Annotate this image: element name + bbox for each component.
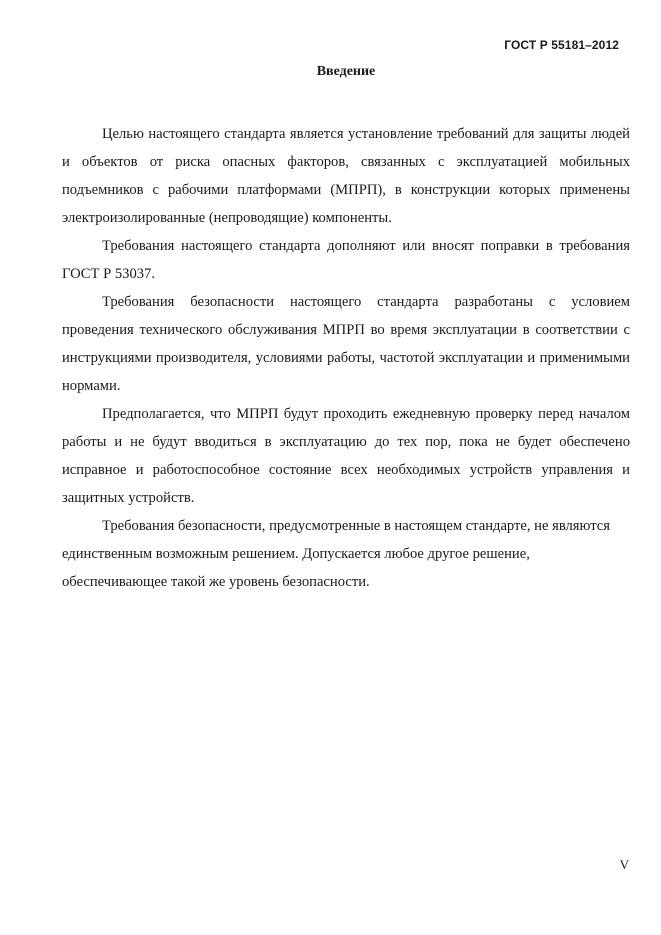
paragraph-requirements-supplement: Требования настоящего стандарта дополняют или вносят поправки в требования ГОСТ Р 53037. <box>62 238 630 282</box>
paragraph-safety-maintenance: Требования безопасности настоящего стандарта разработаны с условием проведения технического обслуживания МПРП во время эксплуатации в соответствии с инструкциями производителя, условиями работы, частотой эксплуатации и применимыми нормами. <box>62 294 630 394</box>
page-number: V <box>619 857 629 872</box>
paragraph-daily-inspection: Предполагается, что МПРП будут проходить ежедневную проверку перед началом работы и не будут вводиться в эксплуатацию до тех пор, пока не будет обеспечено исправное и работоспособное состояние всех необходимых устройств управления и защитных устройств. <box>62 406 630 506</box>
standard-code-header: ГОСТ Р 55181–2012 <box>504 38 619 52</box>
introduction-body <box>62 120 630 596</box>
section-title: Введение <box>316 64 376 79</box>
paragraph-alternative-solutions: Требования безопасности, предусмотренные в настоящем стандарте, не являются единственным возможным решением. Допускается любое другое решение, обеспечивающее такой же уровень безопасности. <box>62 518 610 590</box>
paragraph-purpose: Целью настоящего стандарта является установление требований для защиты людей и объектов от риска опасных факторов, связанных с эксплуатацией мобильных подъемников с рабочими платформами (МПРП), в конструкции которых применены электроизолированные (непроводящие) компоненты. <box>62 126 630 226</box>
